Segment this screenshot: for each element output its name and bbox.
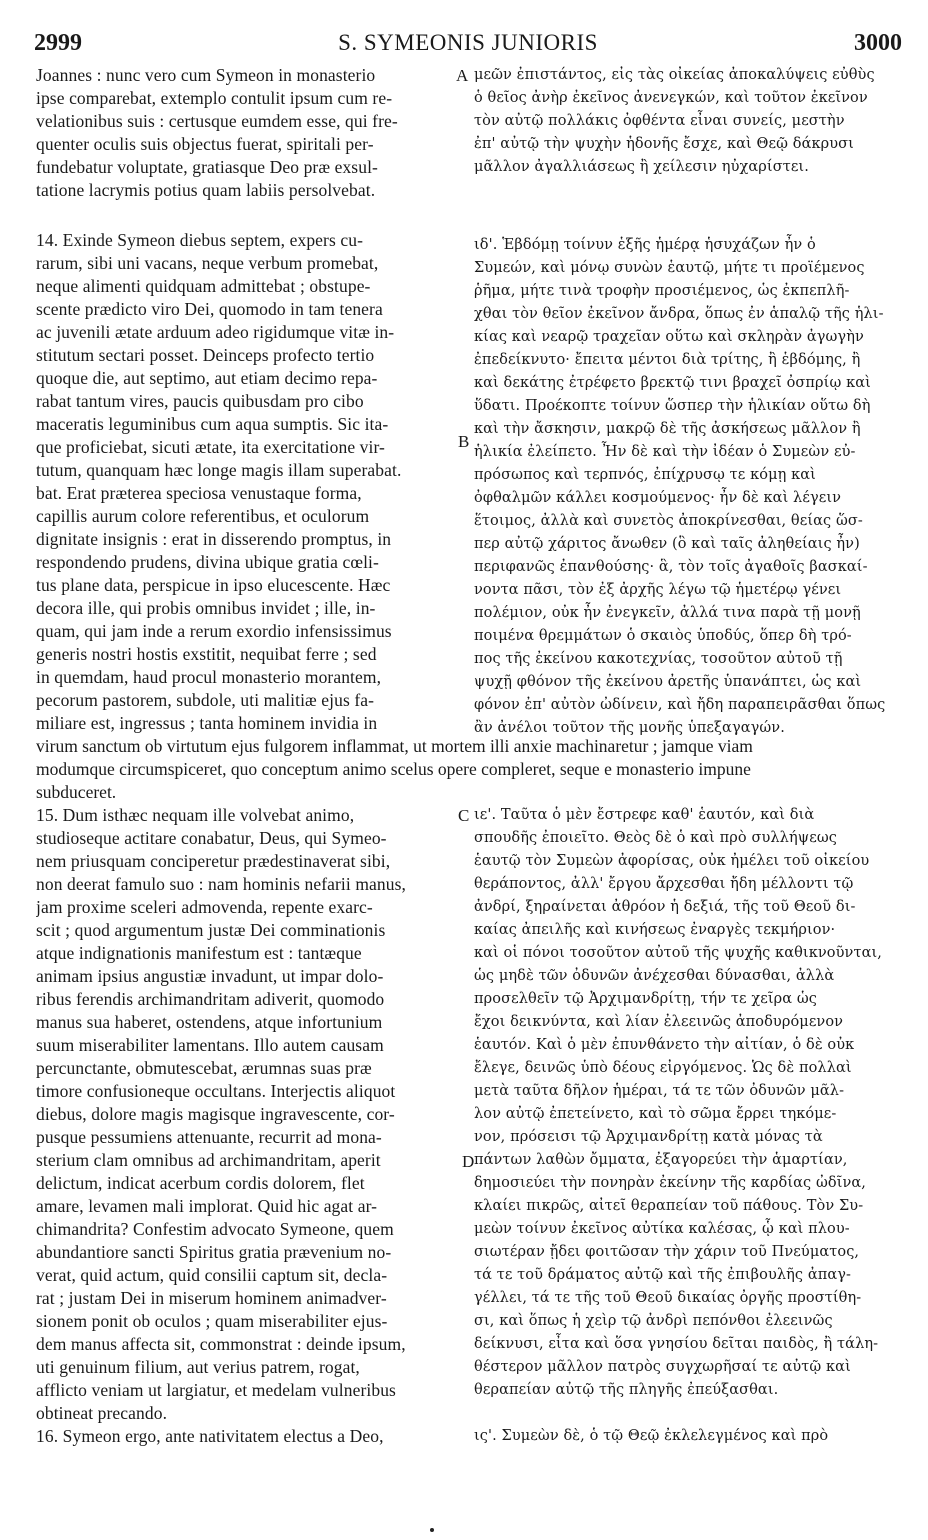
text-line: ipse comparebat, extemplo contulit ipsum cum re- bbox=[36, 88, 393, 108]
text-line: ὁ θεῖος ἀνὴρ ἐκεῖνος ἀνενεγκών, καὶ τοῦτον ἐκεῖνον bbox=[474, 90, 868, 106]
text-line: ἀνδρί, ξηραίνεται ἀθρόον ἡ δεξιά, τῆς τοῦ Θεοῦ δι- bbox=[474, 899, 856, 915]
text-line: καίας ἀπειλῆς καὶ κινήσεως ἐναργὲς τεκμήριον· bbox=[474, 922, 836, 938]
greek-column-top bbox=[474, 64, 906, 179]
text-line: μετὰ ταῦτα δῆλον ἡμέραι, τά τε τῶν ὀδυνῶν μᾶλ- bbox=[474, 1083, 845, 1099]
text-line: ιδ'. Ἑβδόμῃ τοίνυν ἑξῆς ἡμέρᾳ ἡσυχάζων ἦν ὁ bbox=[474, 237, 816, 253]
text-line: γέλλει, τά τε τῆς τοῦ Θεοῦ δικαίας ὀργῆς προστίθη- bbox=[474, 1290, 862, 1306]
text-line bbox=[474, 1402, 906, 1425]
text-line: νον, πρόσεισι τῷ Ἀρχιμανδρίτῃ κατὰ μόνας τὰ bbox=[474, 1129, 823, 1145]
text-line: maceratis leguminibus cum aqua sumptis. Sic ita- bbox=[36, 414, 389, 434]
text-line: περιφανῶς ἐπανθούσης· ἃ, τὸν τοῖς ἀγαθοῖς βασκαί- bbox=[474, 559, 868, 575]
text-line: 15. Dum isthæc nequam ille volvebat animo, bbox=[36, 805, 355, 825]
text-line: pecorum pastorem, subdole, uti malitiæ ejus fa- bbox=[36, 690, 375, 710]
text-line: φόνον ἐπ' αὐτὸν ὠδίνειν, καὶ ἤδη παραπειρᾶσθαι ὅπως bbox=[474, 697, 886, 713]
text-line: virum sanctum ob virtutum ejus fulgorem inflammat, ut mortem illi anxie machinaretur ; jamque viam bbox=[36, 736, 753, 756]
margin-mark-d: D bbox=[462, 1152, 475, 1171]
text-line: κίας καὶ νεαρῷ τραχεῖαν οὕτω καὶ σκληρὰν ἀγωγὴν bbox=[474, 329, 864, 345]
text-line: percunctante, obmutescebat, ærumnas suas præ bbox=[36, 1058, 372, 1078]
text-line: atque indignationis manifestum est : tantæque bbox=[36, 943, 362, 963]
text-line: καὶ οἱ πόνοι τοσοῦτον αὐτοῦ τῆς ψυχῆς καθικνοῦνται, bbox=[474, 945, 882, 961]
text-line: ἔχοι δεικνύντα, καὶ λίαν ἐλεεινῶς ἀποδυρόμενον bbox=[474, 1014, 844, 1030]
text-line: miliare est, ingressus ; tanta hominem invidia in bbox=[36, 713, 378, 733]
text-line: diebus, dolore magis magisque ingravescente, cor- bbox=[36, 1104, 395, 1124]
text-line: rat ; justam Dei in miserum hominem animadver- bbox=[36, 1288, 387, 1308]
text-line: in quemdam, haud procul monasterio morantem, bbox=[36, 667, 382, 687]
text-line: verat, quid actum, quid consilii captum sit, decla- bbox=[36, 1265, 388, 1285]
text-line: θέστερον μᾶλλον πατρὸς συγχωρῆσαί τε αὐτῷ καὶ bbox=[474, 1359, 851, 1375]
text-line: delictum, indicat acerbum cordis dolorem, flet bbox=[36, 1173, 365, 1193]
text-line: sterium clam omnibus ad archimandritam, aperit bbox=[36, 1150, 381, 1170]
text-line: ἑαυτόν. Καὶ ὁ μὲν ἐπυνθάνετο τὴν αἰτίαν, ὁ δὲ οὐκ bbox=[474, 1037, 855, 1053]
margin-mark-c: C bbox=[458, 806, 470, 825]
greek-column-section-15 bbox=[474, 804, 906, 1448]
text-line: quoque die, aut septimo, aut etiam decimo repa- bbox=[36, 368, 378, 388]
text-line: ιε'. Ταῦτα ὁ μὲν ἔστρεφε καθ' ἑαυτόν, καὶ διὰ bbox=[474, 807, 815, 823]
text-line: abundantiore sancti Spiritus gratia prævenium no- bbox=[36, 1242, 392, 1262]
text-line: generis nostri hostis exstitit, nequibat ferre ; sed bbox=[36, 644, 377, 664]
text-line: nem priusquam conciperetur prædestinaverat sibi, bbox=[36, 851, 391, 871]
text-line: pusque pessumiens attenuante, recurrit ad mona- bbox=[36, 1127, 382, 1147]
text-line: ἡλικία ἐλείπετο. Ἦν δὲ καὶ τὴν ἰδέαν ὁ Συμεὼν εὐ- bbox=[474, 444, 856, 460]
latin-column-top bbox=[36, 64, 454, 202]
text-line: fundebatur voluptate, gratiasque Deo præ exsul- bbox=[36, 157, 378, 177]
text-line: neque alimenti quidquam admittebat ; obstupe- bbox=[36, 276, 371, 296]
margin-mark-a: A bbox=[456, 66, 469, 85]
text-line: ac juvenili ætate arduum adeo rigidumque vitæ in- bbox=[36, 322, 395, 342]
text-line: chimandrita? Confestim advocato Symeone, quem bbox=[36, 1219, 394, 1239]
text-line: jam proxime sceleri admovenda, repente exarc- bbox=[36, 897, 373, 917]
text-line: que proficiebat, sicuti ætate, ita exercitatione vir- bbox=[36, 437, 385, 457]
text-line: ὀφθαλμῶν κάλλει κοσμούμενος· ἦν δὲ καὶ λέγειν bbox=[474, 490, 842, 506]
text-line: πολέμιον, οὐκ ἦν ἐνεγκεῖν, ἀλλά τινα παρὰ τῇ μονῇ bbox=[474, 605, 861, 621]
text-line: afflicto veniam ut largiatur, et medelam vulneribus bbox=[36, 1380, 396, 1400]
full-width-paragraph bbox=[36, 735, 906, 804]
text-line: modumque circumspiceret, quo conceptum animo scelus opere compleret, seque e monasterio impune bbox=[36, 759, 751, 779]
page-header bbox=[34, 30, 902, 60]
text-line: tus plane data, perspicue in ipso elucescente. Hæc bbox=[36, 575, 391, 595]
text-line: μεῶν ἐπιστάντος, εἰς τὰς οἰκείας ἀποκαλύψεις εὐθὺς bbox=[474, 67, 875, 83]
margin-mark-b: B bbox=[458, 432, 470, 451]
text-line: ἐπεδείκνυτο· ἔπειτα μέντοι διὰ τρίτης, ἢ ἑβδόμης, ἢ bbox=[474, 352, 861, 368]
page-number-right: 3000 bbox=[854, 30, 902, 56]
text-line: ἐπ' αὐτῷ τὴν ψυχὴν ἡδονῆς ἔσχε, καὶ Θεῷ δάκρυσι bbox=[474, 136, 854, 152]
text-line: non deerat famulo suo : nam hominis nefarii manus, bbox=[36, 874, 406, 894]
text-line: ῥῆμα, μήτε τινὰ τροφὴν προσιέμενος, ὡς ἐκπεπλῆ- bbox=[474, 283, 850, 299]
text-line: τὸν αὐτῷ πολλάκις ὀφθέντα εἶναι συνείς, μεστὴν bbox=[474, 113, 845, 129]
text-line: λον αὐτῷ ἐπετείνετο, καὶ τὸ σῶμα ἔρρει τηκόμε- bbox=[474, 1106, 837, 1122]
text-line: studioseque actitare conabatur, Deus, qui Symeo- bbox=[36, 828, 387, 848]
text-line: πάντων λαθὼν ὄμματα, ἐξαγορεύει τὴν ἁμαρτίαν, bbox=[474, 1152, 848, 1168]
text-line: προσελθεῖν τῷ Ἀρχιμανδρίτῃ, τήν τε χεῖρα ὡς bbox=[474, 991, 817, 1007]
text-line: ἕτοιμος, ἀλλὰ καὶ συνετὸς ἀποκρίνεσθαι, θείας ὥσ- bbox=[474, 513, 863, 529]
text-line: μᾶλλον ἀγαλλιάσεως ἢ χείλεσιν ηὐχαρίστει. bbox=[474, 159, 809, 175]
text-line: dem manus affecta sit, commonstrat : deinde ipsum, bbox=[36, 1334, 406, 1354]
greek-column-section-14 bbox=[474, 234, 906, 740]
text-line: rarum, sibi uni vacans, neque verbum promebat, bbox=[36, 253, 379, 273]
text-line: timore confusioneque occultans. Interjectis aliquot bbox=[36, 1081, 396, 1101]
text-line: ψυχῇ φθόνον τῆς ἐκείνου ἀρετῆς ὑπανάπτει, ὡς καὶ bbox=[474, 674, 862, 690]
text-line: καὶ δεκάτης ἐτρέφετο βρεκτῷ τινι βραχεῖ ὀσπρίῳ καὶ bbox=[474, 375, 871, 391]
text-line: tutum, quanquam hæc longe magis illam superabat. bbox=[36, 460, 402, 480]
footer-dot bbox=[430, 1528, 434, 1532]
text-line: velationibus suis : certusque eumdem esse, qui fre- bbox=[36, 111, 398, 131]
text-line: δημοσιεύει τὴν πονηρὰν ἐκείνην τῆς καρδίας ὠδῖνα, bbox=[474, 1175, 866, 1191]
text-line: χθαι τὸν θεῖον ἐκεῖνον ἄνδρα, ὅπως ἐν ἁπαλῷ τῆς ἡλι- bbox=[474, 306, 884, 322]
text-line: decora ille, qui probis omnibus invidet ; ille, in- bbox=[36, 598, 376, 618]
text-line: quam, qui jam inde a rerum exordio infensissimus bbox=[36, 621, 392, 641]
text-line: stitutum sectari posset. Deinceps profecto tertio bbox=[36, 345, 375, 365]
text-line: obtineat precando. bbox=[36, 1403, 168, 1423]
text-line: ἔλεγε, δεινῶς ὑπὸ δέους εἰργόμενος. Ὡς δὲ πολλαὶ bbox=[474, 1060, 852, 1076]
text-line: πρόσωπος καὶ τερπνός, ἐπίχρυσῳ τε κόμῃ καὶ bbox=[474, 467, 816, 483]
text-line: suum miserabiliter lamentans. Illo autem causam bbox=[36, 1035, 384, 1055]
text-line: θεράποντος, ἀλλ' ἔργου ἄρχεσθαι ἤδη μέλλοντι τῷ bbox=[474, 876, 854, 892]
text-line: 16. Symeon ergo, ante nativitatem electus a Deo, bbox=[36, 1426, 384, 1446]
text-line: subduceret. bbox=[36, 782, 117, 802]
text-line: scit ; quod argumentum justæ Dei comminationis bbox=[36, 920, 386, 940]
text-line: μεὼν τοίνυν ἐκεῖνος αὐτίκα καλέσας, ᾧ καὶ πλου- bbox=[474, 1221, 850, 1237]
text-line: νοντα πᾶσι, τὸν ἐξ ἀρχῆς λέγω τῷ ἡμετέρῳ γένει bbox=[474, 582, 842, 598]
text-line: 14. Exinde Symeon diebus septem, expers cu- bbox=[36, 230, 364, 250]
text-line: respondendo prudens, divina ubique gratia cœli- bbox=[36, 552, 379, 572]
text-line: ποιμένα θρεμμάτων ὁ σκαιὸς ὑποδύς, ὅπερ δὴ τρό- bbox=[474, 628, 852, 644]
text-line: sionem ponit ob oculos ; quam miserabiliter ejus- bbox=[36, 1311, 388, 1331]
page-number-left: 2999 bbox=[34, 30, 82, 56]
text-line: manus sua haberet, ostendens, atque infortunium bbox=[36, 1012, 383, 1032]
text-line: περ αὐτῷ χάριτος ἄνωθεν (ὃ καὶ ταῖς ἀληθείαις ἦν) bbox=[474, 536, 860, 552]
latin-column-section-14 bbox=[36, 229, 454, 735]
text-line: κλαίει πικρῶς, αἰτεῖ θεραπείαν τοῦ πάθους. Τὸν Συ- bbox=[474, 1198, 864, 1214]
text-line: animam ipsius angustiæ invadunt, ut impar dolo- bbox=[36, 966, 384, 986]
text-line: ἂν ἀνέλοι τοῦτον τῆς μονῆς ὑπεξαγαγών. bbox=[474, 720, 785, 736]
text-line: δείκνυσι, εἶτα καὶ ὅσα γνησίου δεῖται παιδὸς, ἢ τάλη- bbox=[474, 1336, 879, 1352]
text-line: σιωτέραν ᾔδει φοιτῶσαν τὴν χάριν τοῦ Πνεύματος, bbox=[474, 1244, 860, 1260]
text-line: πος τῆς ἐκείνου κακοτεχνίας, τοσοῦτον αὐτοῦ τῇ bbox=[474, 651, 843, 667]
text-line: τά τε τοῦ δράματος αὐτῷ καὶ τῆς ἐπιβουλῆς ἀπαγ- bbox=[474, 1267, 852, 1283]
text-line: καὶ τὴν ἄσκησιν, μακρῷ δὲ τῆς ἀσκήσεως μᾶλλον ἢ bbox=[474, 421, 861, 437]
text-line: ὕδατι. Προέκοπτε τοίνυν ὥσπερ τὴν ἡλικίαν οὕτω δὴ bbox=[474, 398, 871, 414]
text-line: dignitate insignis : erat in disserendo promptus, in bbox=[36, 529, 392, 549]
text-line: quenter oculis suis objectus fuerat, spiritali per- bbox=[36, 134, 374, 154]
text-line: bat. Erat præterea speciosa venustaque forma, bbox=[36, 483, 362, 503]
text-line: Συμεών, καὶ μόνῳ συνὼν ἑαυτῷ, μήτε τι προϊέμενος bbox=[474, 260, 865, 276]
text-line: σπουδῆς ἐποιεῖτο. Θεὸς δὲ ὁ καὶ πρὸ συλλήψεως bbox=[474, 830, 837, 846]
text-line: ὡς μηδὲ τῶν ὀδυνῶν ἀνέχεσθαι δύνασθαι, ἀλλὰ bbox=[474, 968, 835, 984]
text-line: Joannes : nunc vero cum Symeon in monasterio bbox=[36, 65, 376, 85]
text-line: ribus ferendis archimandritam adiverit, quomodo bbox=[36, 989, 385, 1009]
text-line: θεραπείαν αὐτῷ τῆς πληγῆς ἐπεύξασθαι. bbox=[474, 1382, 779, 1398]
text-line: rabat tantum vires, paucis quibusdam pro cibo bbox=[36, 391, 364, 411]
text-line: ις'. Συμεὼν δὲ, ὁ τῷ Θεῷ ἐκλελεγμένος καὶ πρὸ bbox=[474, 1428, 829, 1444]
text-line: σι, καὶ ὅπως ἡ χεὶρ τῷ ἀνδρὶ πεπόνθοι ἐλεεινῶς bbox=[474, 1313, 833, 1329]
text-line: ἑαυτῷ τὸν Συμεὼν ἀφορίσας, οὐκ ἠμέλει τοῦ οἰκείου bbox=[474, 853, 870, 869]
text-line: scente prædicto viro Dei, quomodo in tam tenera bbox=[36, 299, 383, 319]
text-line: uti genuinum filium, aut verius patrem, rogat, bbox=[36, 1357, 360, 1377]
latin-column-section-15 bbox=[36, 804, 454, 1448]
text-line: amare, levamen mali implorat. Quid hic agat ar- bbox=[36, 1196, 378, 1216]
text-line: tatione lacrymis potius quam labiis persolvebat. bbox=[36, 180, 376, 200]
running-title: S. SYMEONIS JUNIORIS bbox=[338, 30, 598, 55]
text-line: capillis aurum colore referentibus, et oculorum bbox=[36, 506, 370, 526]
